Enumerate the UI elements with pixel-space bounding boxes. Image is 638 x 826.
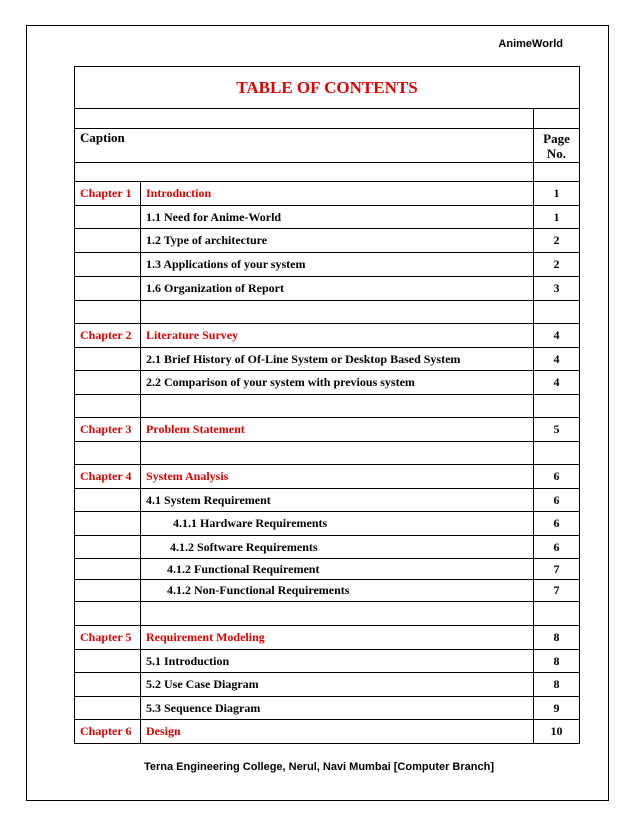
toc-entry-title: 1.2 Type of architecture — [141, 229, 534, 253]
toc-title: TABLE OF CONTENTS — [75, 67, 580, 109]
spacer-cell — [534, 395, 580, 418]
page-number: 8 — [534, 626, 580, 650]
no-label: No. — [546, 145, 567, 161]
toc-row — [75, 324, 580, 348]
toc-entry-title: Design — [141, 720, 534, 744]
toc-entry-title: Literature Survey — [141, 324, 534, 348]
spacer-cell — [141, 602, 534, 626]
chapter-label — [75, 673, 141, 697]
spacer-cell — [534, 602, 580, 626]
toc-entry-title: 2.1 Brief History of Of-Line System or Desktop Based System — [141, 348, 534, 371]
toc-entry-title: Requirement Modeling — [141, 626, 534, 650]
page-number: 2 — [534, 229, 580, 253]
chapter-label — [75, 512, 141, 536]
toc-row — [75, 277, 580, 301]
toc-entry-title: 4.1.2 Functional Requirement — [141, 559, 534, 580]
page-number: 6 — [534, 465, 580, 489]
toc-row — [75, 559, 580, 580]
page-number: 7 — [534, 559, 580, 580]
chapter-label — [75, 650, 141, 673]
chapter-label — [75, 489, 141, 512]
toc-row — [75, 418, 580, 442]
chapter-label — [75, 253, 141, 277]
page-number: 6 — [534, 512, 580, 536]
page-number: 3 — [534, 277, 580, 301]
toc-row — [75, 182, 580, 206]
spacer-cell — [75, 602, 141, 626]
toc-row — [75, 206, 580, 229]
page-number: 1 — [534, 182, 580, 206]
caption-header: Caption — [75, 129, 534, 163]
page-number: 6 — [534, 536, 580, 559]
page-number: 1 — [534, 206, 580, 229]
toc-entry-title: 4.1.2 Software Requirements — [141, 536, 534, 559]
chapter-label — [75, 536, 141, 559]
spacer-cell — [141, 442, 534, 465]
toc-entry-title: 2.2 Comparison of your system with previous system — [141, 371, 534, 395]
chapter-label — [75, 697, 141, 720]
page-number: 4 — [534, 371, 580, 395]
toc-entry-title: 4.1.2 Non-Functional Requirements — [141, 580, 534, 602]
toc-entry-title: Problem Statement — [141, 418, 534, 442]
toc-entry-title: Introduction — [141, 182, 534, 206]
chapter-label — [75, 580, 141, 602]
spacer-cell — [75, 395, 141, 418]
toc-entry-title: 5.1 Introduction — [141, 650, 534, 673]
toc-row — [75, 650, 580, 673]
spacer-cell — [534, 442, 580, 465]
toc-row — [75, 580, 580, 602]
spacer-cell — [534, 301, 580, 324]
page-label: Page — [543, 130, 570, 146]
toc-entry-title: 1.1 Need for Anime-World — [141, 206, 534, 229]
chapter-label — [75, 559, 141, 580]
toc-row — [75, 465, 580, 489]
page-number: 8 — [534, 650, 580, 673]
toc-row — [75, 371, 580, 395]
page-number: 2 — [534, 253, 580, 277]
chapter-label: Chapter 5 — [75, 626, 141, 650]
toc-entry-title: 1.6 Organization of Report — [141, 277, 534, 301]
chapter-label — [75, 229, 141, 253]
chapter-label — [75, 206, 141, 229]
spacer-cell — [141, 395, 534, 418]
page-no-header — [534, 129, 580, 163]
toc-entry-title: System Analysis — [141, 465, 534, 489]
page-number: 4 — [534, 324, 580, 348]
spacer-cell — [141, 301, 534, 324]
toc-row — [75, 512, 580, 536]
toc-row — [75, 626, 580, 650]
toc-row — [75, 229, 580, 253]
toc-entry-title: 4.1 System Requirement — [141, 489, 534, 512]
chapter-label: Chapter 2 — [75, 324, 141, 348]
chapter-label: Chapter 3 — [75, 418, 141, 442]
spacer-cell — [534, 163, 580, 182]
toc-row — [75, 697, 580, 720]
toc-row — [75, 253, 580, 277]
spacer-cell — [534, 109, 580, 129]
page-number: 5 — [534, 418, 580, 442]
toc-row — [75, 673, 580, 697]
page-number: 7 — [534, 580, 580, 602]
page-number: 9 — [534, 697, 580, 720]
spacer-cell — [75, 442, 141, 465]
spacer-cell — [75, 163, 534, 182]
toc-row — [75, 348, 580, 371]
page-number: 6 — [534, 489, 580, 512]
toc-entry-title: 1.3 Applications of your system — [141, 253, 534, 277]
page-number: 4 — [534, 348, 580, 371]
toc-entry-title: 5.2 Use Case Diagram — [141, 673, 534, 697]
running-header: AnimeWorld — [498, 38, 563, 50]
chapter-label: Chapter 1 — [75, 182, 141, 206]
chapter-label: Chapter 6 — [75, 720, 141, 744]
spacer-cell — [75, 301, 141, 324]
chapter-label: Chapter 4 — [75, 465, 141, 489]
toc-row — [75, 489, 580, 512]
toc-row — [75, 720, 580, 744]
chapter-label — [75, 371, 141, 395]
toc-entry-title: 4.1.1 Hardware Requirements — [141, 512, 534, 536]
chapter-label — [75, 348, 141, 371]
toc-entry-title: 5.3 Sequence Diagram — [141, 697, 534, 720]
page-number: 8 — [534, 673, 580, 697]
toc-row — [75, 536, 580, 559]
page-number: 10 — [534, 720, 580, 744]
spacer-cell — [75, 109, 534, 129]
chapter-label — [75, 277, 141, 301]
running-footer: Terna Engineering College, Nerul, Navi Mumbai [Computer Branch] — [143, 761, 494, 773]
toc-table — [74, 66, 580, 744]
